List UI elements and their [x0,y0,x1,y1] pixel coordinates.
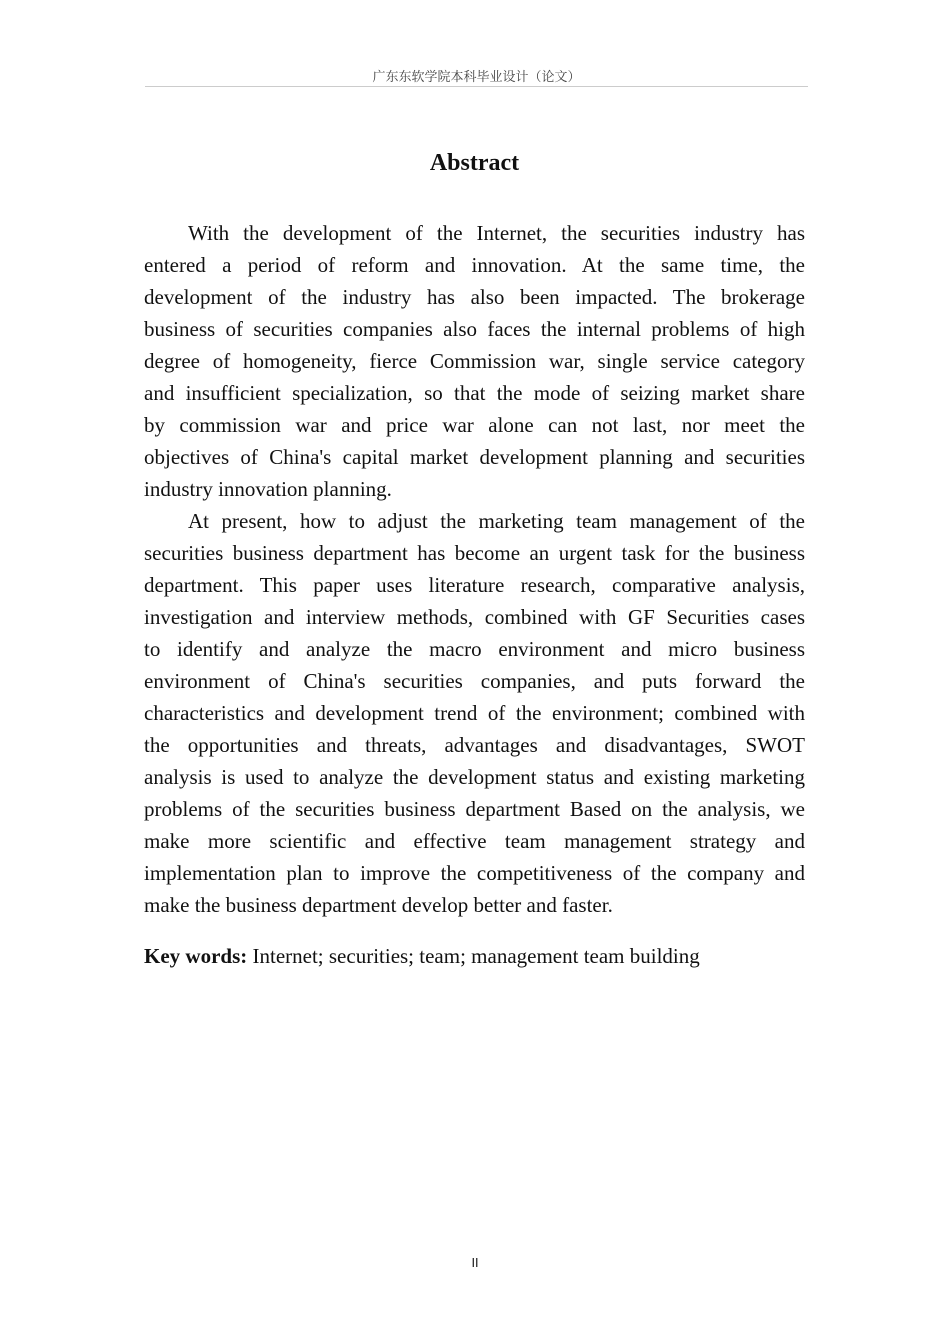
paragraph-line: entered a period of reform and innovation. At the same time, the [144,253,805,277]
paragraph-line: to identify and analyze the macro environment and micro business [144,637,805,661]
paragraph [144,505,805,921]
keywords-label: Key words: [144,944,248,968]
paragraph-line: environment of China's securities companies, and puts forward the [144,669,805,693]
page-number: II [471,1256,479,1270]
paragraph-line: With the development of the Internet, the securities industry has [188,221,805,245]
paragraph-line: characteristics and development trend of the environment; combined with [144,701,805,725]
keywords-value: Internet; securities; team; management team building [247,944,700,968]
paragraph-line: securities business department has become an urgent task for the business [144,541,805,565]
abstract-title: Abstract [429,150,520,176]
paragraph-line: degree of homogeneity, fierce Commission war, single service category [144,349,805,373]
paragraph-line: objectives of China's capital market development planning and securities [144,445,805,469]
abstract-body [144,217,805,972]
paragraph-line: implementation plan to improve the competitiveness of the company and [144,861,805,885]
paragraph-line: department. This paper uses literature research, comparative analysis, [144,573,805,597]
paragraph-line: industry innovation planning. [144,477,392,501]
paragraph-line: investigation and interview methods, combined with GF Securities cases [144,605,805,629]
keywords [144,940,805,972]
paragraph-line: analysis is used to analyze the development status and existing marketing [144,765,805,789]
paragraph [144,217,805,505]
paragraph-line: make the business department develop better and faster. [144,893,613,917]
header-divider [145,86,808,87]
page-header: 广东东软学院本科毕业设计（论文） [372,70,581,85]
paragraph-line: make more scientific and effective team management strategy and [144,829,805,853]
paragraph-line: development of the industry has also been impacted. The brokerage [144,285,805,309]
paragraph-line: the opportunities and threats, advantages and disadvantages, SWOT [144,733,805,757]
paragraph-line: and insufficient specialization, so that the mode of seizing market share [144,381,805,405]
paragraph-line: At present, how to adjust the marketing team management of the [188,509,805,533]
paragraph-line: by commission war and price war alone can not last, nor meet the [144,413,805,437]
paragraph-line: business of securities companies also faces the internal problems of high [144,317,805,341]
abstract-paragraphs [144,217,805,921]
paragraph-line: problems of the securities business department Based on the analysis, we [144,797,805,821]
